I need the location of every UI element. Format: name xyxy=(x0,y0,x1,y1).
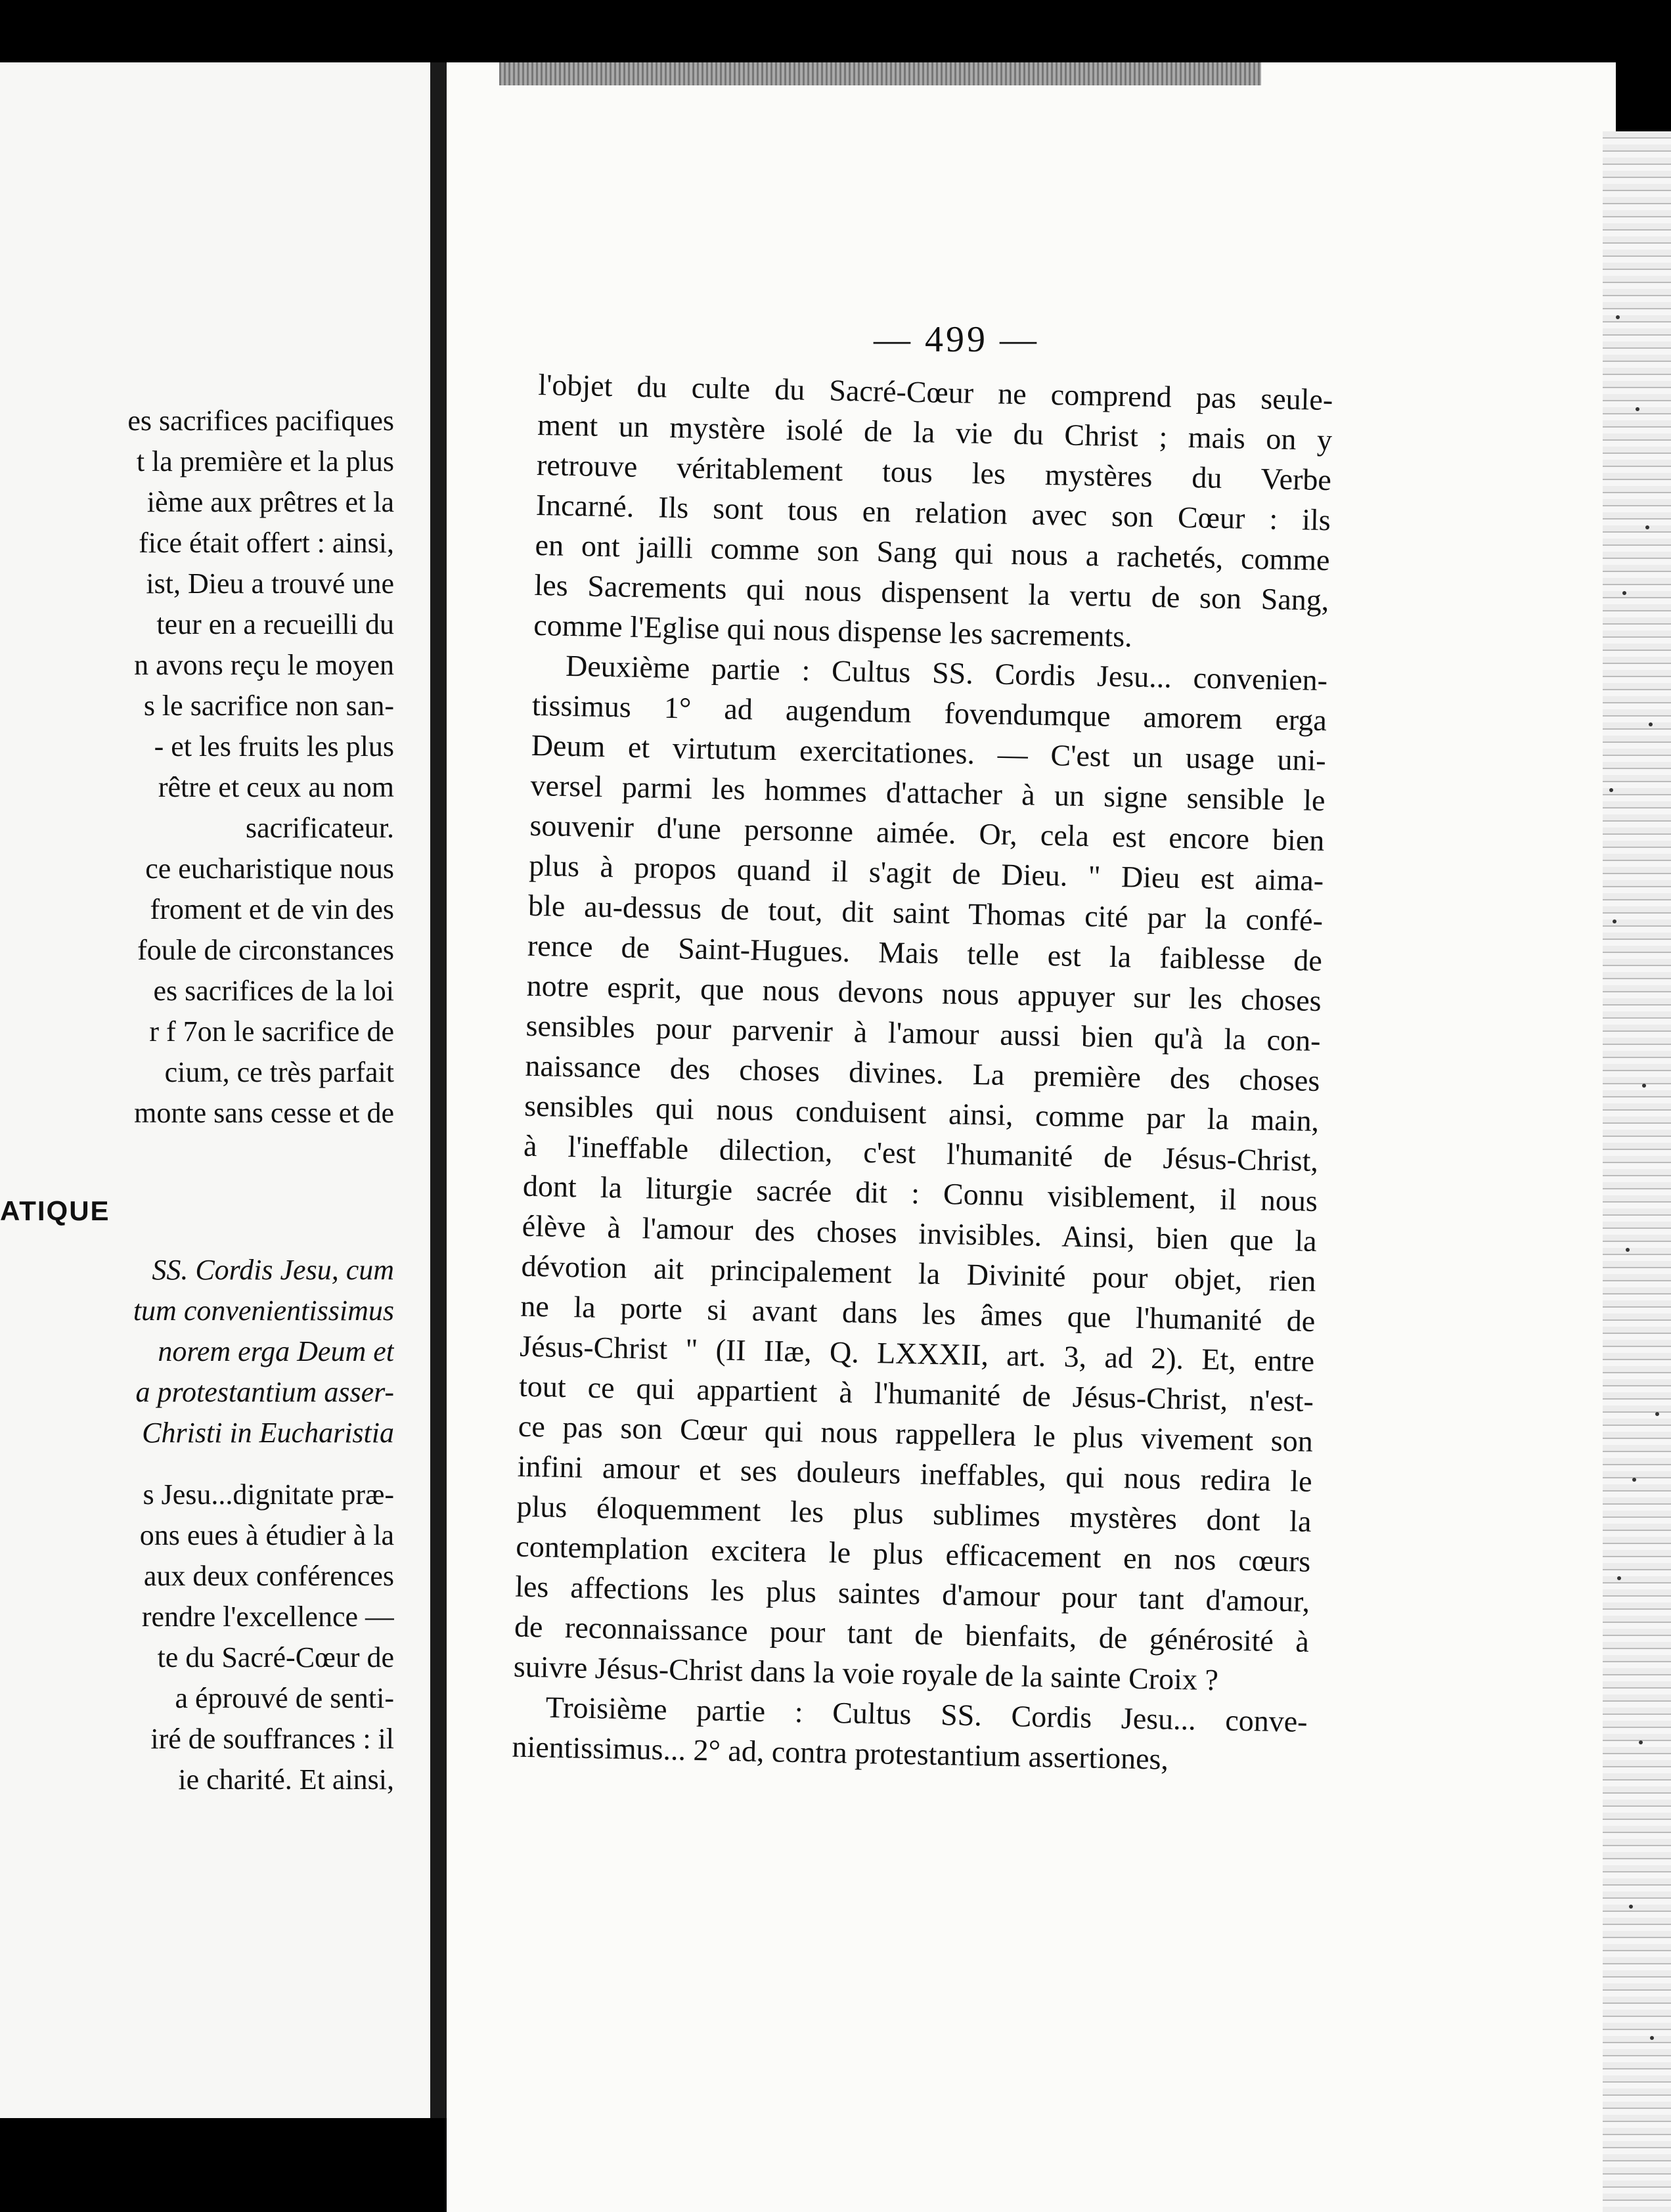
paper-speck xyxy=(1650,2036,1654,2040)
text-line: a éprouvé de senti- xyxy=(175,1682,394,1714)
text-line: Christi in Eucharistia xyxy=(142,1417,394,1449)
paper-speck xyxy=(1645,525,1649,529)
body-line: les affections les plus saintes d'amour pour tant d'amour, xyxy=(514,1569,1310,1618)
text-line: norem erga Deum et xyxy=(158,1335,394,1367)
body-line: ne la porte si avant dans les âmes que l'humanité de xyxy=(520,1289,1316,1338)
text-line: r f 7on le sacrifice de xyxy=(149,1015,394,1048)
paper-speck xyxy=(1626,1248,1630,1252)
body-line: élève à l'amour des choses invisibles. Ainsi, bien que la xyxy=(522,1208,1318,1258)
text-line: ie charité. Et ainsi, xyxy=(178,1763,394,1796)
left-page xyxy=(0,62,430,2118)
text-line: s Jesu...dignitate præ- xyxy=(143,1478,394,1511)
paper-speck xyxy=(1632,1478,1636,1482)
text-line: iré de souffrances : il xyxy=(150,1723,394,1755)
text-line: te du Sacré-Cœur de xyxy=(157,1641,394,1673)
text-line: cium, ce très parfait xyxy=(164,1056,394,1088)
text-line: n avons reçu le moyen xyxy=(134,649,394,681)
paper-speck xyxy=(1629,1905,1633,1909)
body-line: nientissimus... 2° ad, contra protestantium assertiones, xyxy=(512,1729,1169,1776)
text-line: teur en a recueilli du xyxy=(156,608,394,640)
paper-speck xyxy=(1622,591,1626,595)
left-page-latin-text xyxy=(0,1250,394,1453)
body-line: Jésus-Christ " (II IIæ, Q. LXXXII, art. 3, ad 2). Et, entre xyxy=(519,1329,1315,1378)
body-line: Incarné. Ils sont tous en relation avec son Cœur : ils xyxy=(535,487,1331,537)
body-line: ment un mystère isolé de la vie du Christ ; mais on y xyxy=(537,407,1333,457)
left-page-text xyxy=(0,401,394,1134)
text-line: a protestantium asser- xyxy=(135,1376,394,1408)
body-line: infini amour et ses douleurs ineffables, qui nous redira le xyxy=(517,1449,1313,1498)
paper-speck xyxy=(1616,315,1620,319)
paper-speck xyxy=(1609,788,1613,792)
body-line: tout ce qui appartient à l'humanité de Jésus-Christ, n'est- xyxy=(518,1369,1314,1418)
paper-speck xyxy=(1639,1740,1643,1744)
body-line: l'objet du culte du Sacré-Cœur ne comprend pas seule- xyxy=(537,367,1333,417)
body-line: sensibles pour parvenir à l'amour aussi bien qu'à la con- xyxy=(525,1008,1321,1058)
text-line: rendre l'excellence — xyxy=(141,1601,394,1633)
paper-speck xyxy=(1649,722,1653,726)
text-line: SS. Cordis Jesu, cum xyxy=(152,1254,394,1286)
body-line: ce pas son Cœur qui nous rappellera le plus vivement son xyxy=(518,1409,1314,1458)
text-line: ist, Dieu a trouvé une xyxy=(146,567,394,600)
body-line: retrouve véritablement tous les mystères du Verbe xyxy=(536,447,1332,497)
body-line: souvenir d'une personne aimée. Or, cela est encore bien xyxy=(529,808,1325,858)
paper-speck xyxy=(1642,1084,1646,1088)
body-line: Troisième partie : Cultus SS. Cordis Jesu... conve- xyxy=(545,1690,1308,1738)
body-line: de reconnaissance pour tant de bienfaits, de générosité à xyxy=(514,1609,1310,1658)
text-line: ce eucharistique nous xyxy=(145,852,394,885)
text-line: tum convenientissimus xyxy=(133,1294,394,1327)
body-line: les Sacrements qui nous dispensent la vertu de son Sang, xyxy=(534,567,1329,617)
text-line: t la première et la plus xyxy=(136,445,394,477)
text-line: - et les fruits les plus xyxy=(154,730,394,763)
text-line: s le sacrifice non san- xyxy=(143,690,394,722)
body-line: à l'ineffable dilection, c'est l'humanité de Jésus-Christ, xyxy=(523,1128,1319,1178)
text-line: foule de circonstances xyxy=(137,934,394,966)
text-line: es sacrifices de la loi xyxy=(153,975,394,1007)
body-line: ble au-dessus de tout, dit saint Thomas cité par la confé- xyxy=(527,888,1324,938)
body-line: contemplation excitera le plus efficacement en nos cœurs xyxy=(515,1529,1311,1578)
body-line: notre esprit, que nous devons nous appuyer sur les choses xyxy=(526,968,1322,1018)
body-line: plus à propos quand il s'agit de Dieu. " Dieu est aima- xyxy=(528,848,1324,898)
text-line: ons eues à étudier à la xyxy=(139,1519,394,1551)
body-line: suivre Jésus-Christ dans la voie royale de la sainte Croix ? xyxy=(513,1649,1219,1697)
page-stack-edge xyxy=(1603,131,1671,2212)
body-line: tissimus 1° ad augendum fovendumque amorem erga xyxy=(531,688,1327,738)
left-page-heading: ATIQUE xyxy=(0,1195,110,1226)
paper-speck xyxy=(1613,919,1616,923)
body-line: Deum et virtutum exercitationes. — C'est un usage uni- xyxy=(531,728,1327,778)
paper-speck xyxy=(1636,407,1639,411)
page-top-edge xyxy=(499,62,1261,85)
paper-speck xyxy=(1655,1412,1659,1416)
text-line: aux deux conférences xyxy=(143,1560,394,1592)
body-line: sensibles qui nous conduisent ainsi, comme par la main, xyxy=(524,1088,1320,1138)
body-line: Deuxième partie : Cultus SS. Cordis Jesu... convenien- xyxy=(565,648,1328,697)
right-page-body-text xyxy=(512,365,1333,1782)
body-line: en ont jailli comme son Sang qui nous a rachetés, comme xyxy=(535,527,1330,577)
left-page-tail-text xyxy=(0,1474,394,1800)
page-number: — 499 — xyxy=(874,319,1039,360)
book-binding xyxy=(430,62,447,2118)
body-line: dont la liturgie sacrée dit : Connu visiblement, il nous xyxy=(522,1168,1318,1218)
text-line: fice était offert : ainsi, xyxy=(139,527,394,559)
body-line: comme l'Eglise qui nous dispense les sacrements. xyxy=(533,608,1133,653)
paper-speck xyxy=(1617,1576,1621,1580)
body-line: plus éloquemment les plus sublimes mystères dont la xyxy=(516,1489,1312,1538)
text-line: es sacrifices pacifiques xyxy=(127,405,394,437)
body-line: dévotion ait principalement la Divinité pour objet, rien xyxy=(521,1249,1316,1298)
text-line: monte sans cesse et de xyxy=(134,1097,394,1129)
text-line: ième aux prêtres et la xyxy=(146,486,394,518)
text-line: sacrificateur. xyxy=(246,812,394,844)
body-line: versel parmi les hommes d'attacher à un signe sensible le xyxy=(530,768,1326,818)
text-line: froment et de vin des xyxy=(150,893,394,925)
text-line: rêtre et ceux au nom xyxy=(158,771,394,803)
body-line: naissance des choses divines. La première des choses xyxy=(525,1048,1320,1098)
body-line: rence de Saint-Hugues. Mais telle est la faiblesse de xyxy=(527,928,1323,978)
